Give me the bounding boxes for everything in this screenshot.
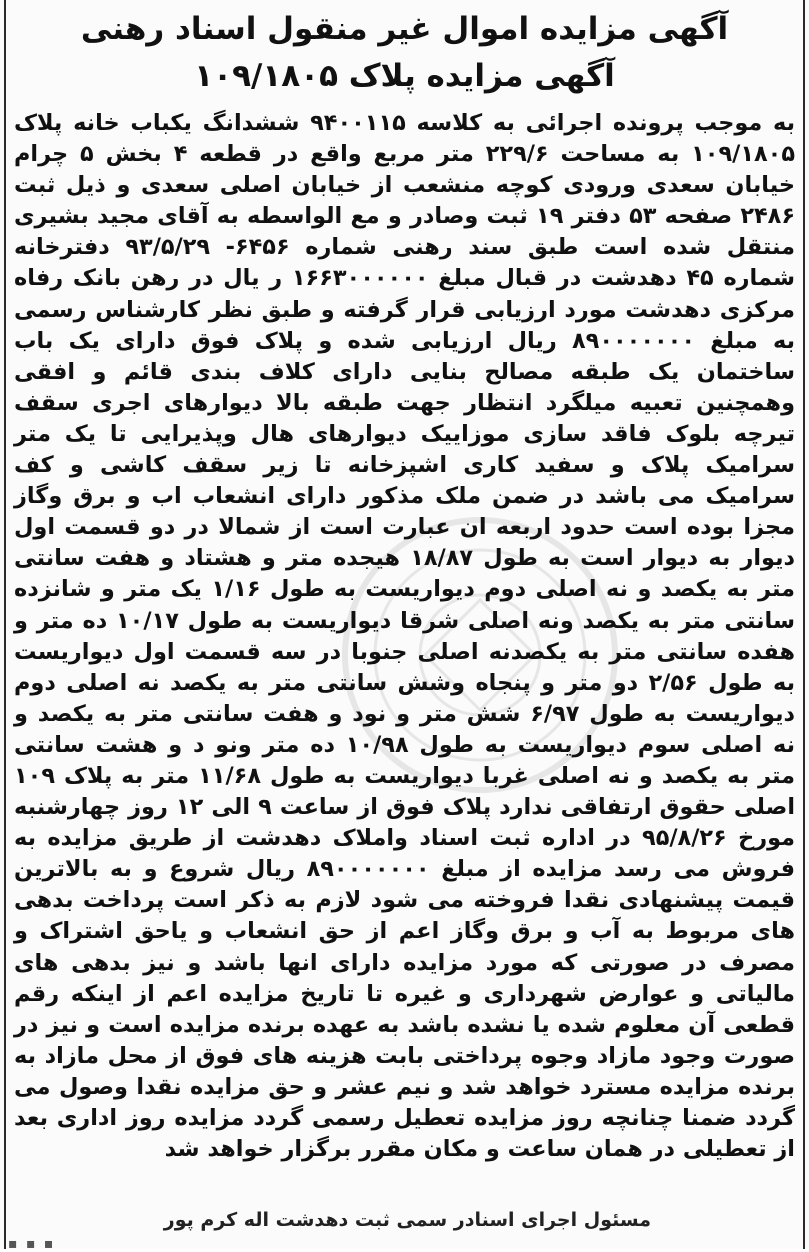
announcement-title: آگهی مزایده اموال غیر منقول اسناد رهنی <box>80 11 729 47</box>
announcement-header <box>0 6 809 100</box>
announcement-subtitle: آگهی مزایده پلاک ۱۰۹/۱۸۰۵ <box>194 58 615 94</box>
signature-line: مسئول اجرای اسنادر سمی ثبت دهدشت اله کرم پور <box>163 1209 651 1231</box>
announcement-body: به موجب پرونده اجرائی به کلاسه ۹۴۰۰۱۱۵ ششدانگ یکباب خانه پلاک ۱۰۹/۱۸۰۵ به مساحت ۲۲۹/۶ متر مربع واقع در قطعه ۴ بخش ۵ چرام خیابان سعدی ورودی کوچه منشعب از خیابان اصلی سعدی و ذیل ثبت ۲۴۸۶ صفحه ۵۳ دفتر ۱۹ ثبت وصادر و مع الواسطه به آقای مجید بشیری منتقل شده است طبق سند رهنی شماره ۶۴۵۶- ۹۳/۵/۲۹ دفترخانه شماره ۴۵ دهدشت در قبال مبلغ ۱۶۶۳۰۰۰۰۰۰ ر یال در رهن بانک رفاه مرکزی دهدشت مورد ارزیابی قرار گرفته و طبق نظر کارشناس رسمی به مبلغ ۸۹۰۰۰۰۰۰۰ ریال ارزیابی شده و پلاک فوق دارای یک باب ساختمان یک طبقه مصالح بنایی دارای کلاف بندی قائم و افقی وهمچنین تعبیه میلگرد انتظار جهت طبقه بالا دیوارهای اجری سقف تیرچه بلوک فاقد سازی موزاییک دیوارهای هال وپذیرایی تا یک متر سرامیک پلاک و سفید کاری اشپزخانه تا زیر سقف کاشی و کف سرامیک می باشد در ضمن ملک مذکور دارای انشعاب اب و برق وگاز مجزا بوده است حدود اربعه ان عبارت است از شمالا در دو قسمت اول دیوار به دیوار است به طول ۱۸/۸۷ هیجده متر و هشتاد و هفت سانتی متر به یکصد و نه اصلی دوم دیواریست به طول ۱/۱۶ یک متر و شانزده سانتی متر به یکصد ونه اصلی شرقا دیواریست به طول ۱۰/۱۷ ده متر و هفده سانتی متر به یکصدنه اصلی جنوبا در سه قسمت اول دیواریست به طول ۲/۵۶ دو متر و پنجاه وشش سانتی متر به یکصد نه اصلی دوم دیواریست به طول ۶/۹۷ شش متر و نود و هفت سانتی متر به یکصد و نه اصلی سوم دیواریست به طول ۱۰/۹۸ ده متر ونو د و هشت سانتی متر به یکصد و نه اصلی غربا دیواریست به طول ۱۱/۶۸ متر به پلاک ۱۰۹ اصلی حقوق ارتفاقی ندارد پلاک فوق از ساعت ۹ الی ۱۲ روز چهارشنبه مورخ ۹۵/۸/۲۶ در اداره ثبت اسناد واملاک دهدشت از طریق مزایده به فروش می رسد مزایده از مبلغ ۸۹۰۰۰۰۰۰۰ ریال شروع و به بالاترین قیمت پیشنهادی نقدا فروخته می شود لازم به ذکر است پرداخت بدهی های مربوط به آب و برق وگاز اعم از حق انشعاب و یاحق اشتراک و مصرف در صورتی که مورد مزایده دارای انها باشد و نیز بدهی های مالیاتی و عوارض شهرداری و غیره تا تاریخ مزایده اعم از اینکه رقم قطعی آن معلوم شده یا نشده باشد به عهده برنده مزایده است و نیز در صورت وجود مازاد وجوه پرداختی بابت هزینه های فوق از محل مازاد به برنده مزایده مسترد خواهد شد و نیم عشر و حق مزایده نقدا وصول می گردد ضمنا چنانچه روز مزایده تعطیل رسمی گردد مزایده روز اداری بعد از تعطیلی در همان ساعت و مکان مقرر برگزار خواهد شد <box>14 110 796 1163</box>
cropped-text-fragment: ▪ ▪ ▪ <box>8 1236 56 1252</box>
